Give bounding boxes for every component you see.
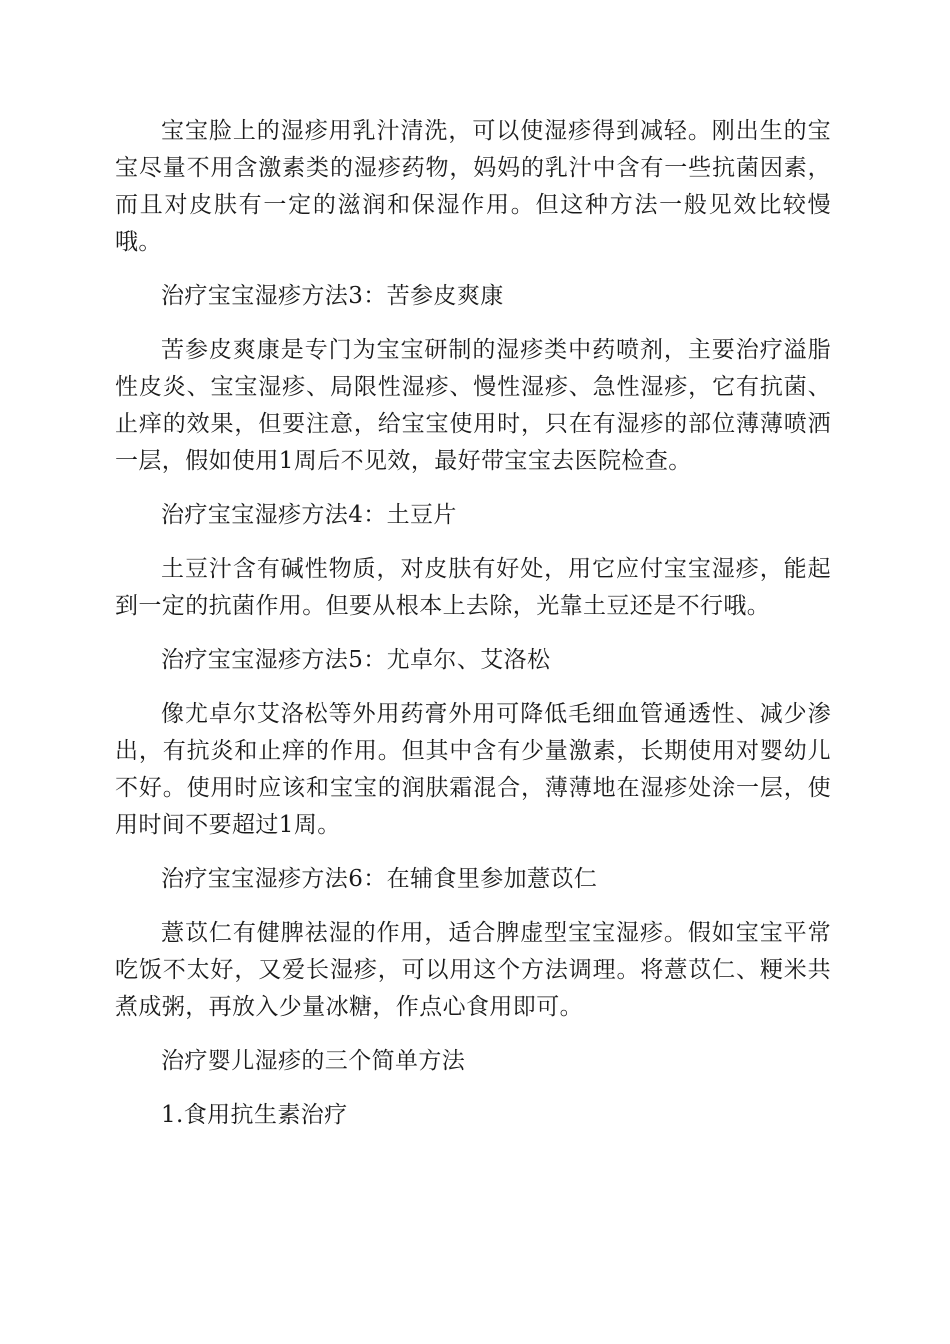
paragraph-method-4: 土豆汁含有碱性物质，对皮肤有好处，用它应付宝宝湿疹，能起到一定的抗菌作用。但要从根本上去除，光靠土豆还是不行哦。 [115,556,831,619]
heading-item-1: 1.食用抗生素治疗 [161,1102,348,1128]
paragraph-method-3: 苦参皮爽康是专门为宝宝研制的湿疹类中药喷剂，主要治疗溢脂性皮炎、宝宝湿疹、局限性湿疹、慢性湿疹、急性湿疹，它有抗菌、止痒的效果，但要注意，给宝宝使用时，只在有湿疹的部位薄薄喷洒一层，假如使用1周后不见效，最好带宝宝去医院检查。 [115,337,831,474]
paragraph-method-6: 薏苡仁有健脾祛湿的作用，适合脾虚型宝宝湿疹。假如宝宝平常吃饭不太好，又爱长湿疹，可以用这个方法调理。将薏苡仁、粳米共煮成粥，再放入少量冰糖，作点心食用即可。 [115,920,831,1020]
heading-three-methods: 治疗婴儿湿疹的三个简单方法 [161,1048,466,1074]
heading-method-6: 治疗宝宝湿疹方法6：在辅食里参加薏苡仁 [161,866,598,892]
paragraph-method-5: 像尤卓尔艾洛松等外用药膏外用可降低毛细血管通透性、减少渗出，有抗炎和止痒的作用。但其中含有少量激素，长期使用对婴幼儿不好。使用时应该和宝宝的润肤霜混合，薄薄地在湿疹处涂一层，使用时间不要超过1周。 [115,701,831,838]
heading-method-3: 治疗宝宝湿疹方法3：苦参皮爽康 [161,283,504,309]
heading-method-4: 治疗宝宝湿疹方法4：土豆片 [161,502,457,528]
paragraph-breastmilk-wash: 宝宝脸上的湿疹用乳汁清洗，可以使湿疹得到减轻。刚出生的宝宝尽量不用含激素类的湿疹药物，妈妈的乳汁中含有一些抗菌因素，而且对皮肤有一定的滋润和保湿作用。但这种方法一般见效比较慢哦。 [115,118,831,255]
document-body [115,113,831,1151]
heading-method-5: 治疗宝宝湿疹方法5：尤卓尔、艾洛松 [161,647,551,673]
